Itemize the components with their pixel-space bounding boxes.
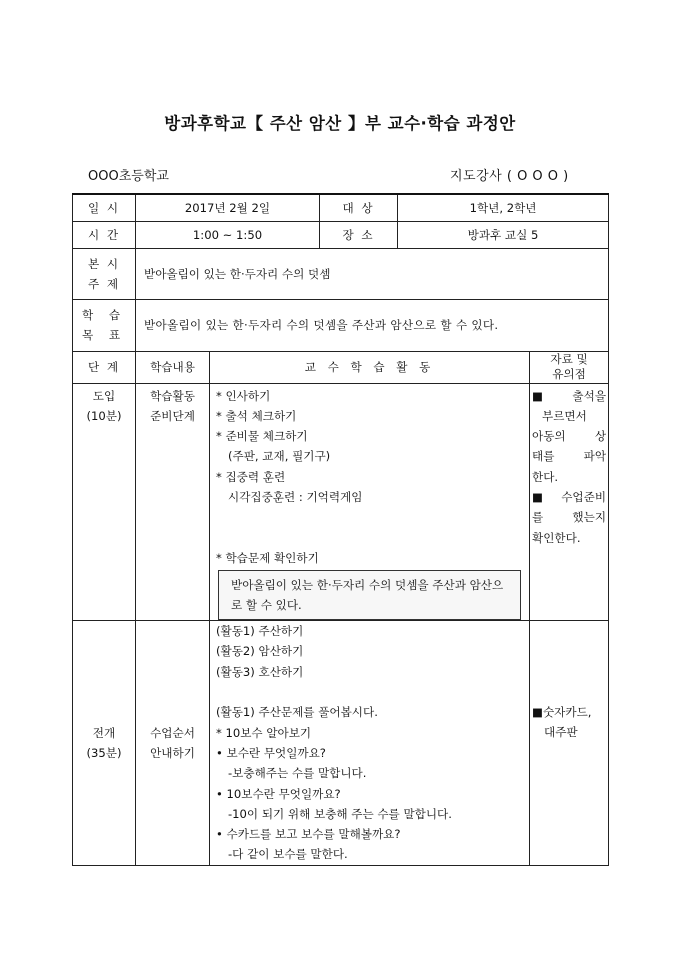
row-headers bbox=[73, 351, 609, 383]
intro-stage-line-2: (10분) bbox=[86, 408, 122, 423]
dev-stage bbox=[73, 621, 136, 866]
activity-line: (활동1) 주산하기 bbox=[216, 624, 304, 639]
activity-line: * 출석 체크하기 bbox=[216, 408, 297, 423]
activity-line: (활동3) 호산하기 bbox=[216, 664, 304, 679]
note-line: 부르면서 bbox=[542, 408, 587, 423]
header-notes-line-1: 자료 및 bbox=[550, 352, 588, 366]
header-content: 학습내용 bbox=[136, 351, 210, 383]
activity-line: 시각집중훈련 : 기억력게임 bbox=[228, 489, 363, 504]
spacer bbox=[216, 507, 529, 548]
activity-line: * 인사하기 bbox=[216, 388, 271, 403]
note-line: ■ 출석을 bbox=[532, 388, 607, 403]
topic-label-line-2: 주 제 bbox=[87, 276, 121, 291]
activity-line: (활동1) 주산문제를 풀어봅시다. bbox=[216, 705, 378, 720]
time-label: 시 간 bbox=[73, 221, 136, 248]
activity-line: * 집중력 훈련 bbox=[216, 469, 286, 484]
goal-label-line-2: 목 표 bbox=[81, 328, 127, 342]
topic-value: 받아올림이 있는 한·두자리 수의 덧셈 bbox=[136, 248, 609, 299]
note-line: ■숫자카드, bbox=[532, 705, 592, 720]
activity-line: • 보수란 무엇일까요? bbox=[216, 745, 326, 760]
dev-content-line-2: 안내하기 bbox=[150, 745, 195, 760]
header-activity: 교 수 학 습 활 동 bbox=[210, 351, 530, 383]
activity-line: (활동2) 암산하기 bbox=[216, 644, 304, 659]
note-line: ■ 수업준비 bbox=[532, 489, 607, 504]
activity-line: -다 같이 보수를 말한다. bbox=[228, 847, 348, 862]
time-value: 1:00 ~ 1:50 bbox=[136, 221, 320, 248]
date-value: 2017년 2월 2일 bbox=[136, 194, 320, 221]
note-line: 대주판 bbox=[544, 725, 578, 740]
lesson-plan-table bbox=[72, 193, 609, 866]
page-title: 방과후학교【 주산 암산 】부 교수·학습 과정안 bbox=[164, 114, 516, 133]
activity-line: • 수카드를 보고 보수를 말해볼까요? bbox=[216, 827, 401, 842]
intro-stage-line-1: 도입 bbox=[92, 388, 116, 403]
goal-label bbox=[73, 299, 136, 351]
note-line: 를 했는지 bbox=[532, 510, 607, 525]
note-line: 한다. bbox=[532, 469, 559, 484]
place-label: 장 소 bbox=[320, 221, 398, 248]
place-value: 방과후 교실 5 bbox=[398, 221, 609, 248]
target-label: 대 상 bbox=[320, 194, 398, 221]
activity-line: * 10보수 알아보기 bbox=[216, 725, 312, 740]
dev-content-line-1: 수업순서 bbox=[150, 725, 195, 740]
date-label: 일 시 bbox=[73, 194, 136, 221]
row-date bbox=[73, 194, 609, 221]
dev-notes bbox=[530, 621, 609, 866]
intro-content-line-2: 준비단계 bbox=[150, 408, 195, 423]
intro-stage bbox=[73, 383, 136, 621]
intro-activities bbox=[210, 383, 530, 621]
learning-goal-box: 받아올림이 있는 한·두자리 수의 덧셈을 주산과 암산으로 할 수 있다. bbox=[218, 570, 521, 620]
note-line: 아동의 상 bbox=[532, 429, 607, 444]
spacer bbox=[216, 682, 529, 702]
intro-content bbox=[136, 383, 210, 621]
activity-line: (주판, 교재, 필기구) bbox=[228, 449, 331, 464]
note-line: 태를 파악 bbox=[532, 449, 607, 464]
activity-line: * 학습문제 확인하기 bbox=[216, 550, 319, 565]
note-line: 확인한다. bbox=[532, 530, 581, 545]
row-intro bbox=[73, 383, 609, 621]
target-value: 1학년, 2학년 bbox=[398, 194, 609, 221]
header-stage: 단 계 bbox=[73, 351, 136, 383]
instructor-name: 지도강사 ( O O O ) bbox=[450, 169, 569, 184]
school-name: OOO초등학교 bbox=[88, 169, 169, 184]
dev-content bbox=[136, 621, 210, 866]
header-notes-line-2: 유의점 bbox=[552, 367, 586, 381]
goal-label-line-1: 학 습 bbox=[81, 308, 127, 322]
dev-stage-line-2: (35분) bbox=[86, 745, 122, 760]
topic-label bbox=[73, 248, 136, 299]
activity-line: • 10보수란 무엇일까요? bbox=[216, 786, 341, 801]
topic-label-line-1: 본 시 bbox=[87, 256, 121, 271]
row-goal bbox=[73, 299, 609, 351]
activity-line: -10이 되기 위해 보충해 주는 수를 말합니다. bbox=[228, 806, 452, 821]
intro-content-line-1: 학습활동 bbox=[150, 388, 195, 403]
row-time bbox=[73, 221, 609, 248]
dev-stage-line-1: 전개 bbox=[92, 725, 116, 740]
row-development bbox=[73, 621, 609, 866]
intro-notes bbox=[530, 383, 609, 621]
dev-activities bbox=[210, 621, 530, 866]
goal-value: 받아올림이 있는 한·두자리 수의 덧셈을 주산과 암산으로 할 수 있다. bbox=[136, 299, 609, 351]
row-topic bbox=[73, 248, 609, 299]
header-notes bbox=[530, 351, 609, 383]
activity-line: * 준비물 체크하기 bbox=[216, 429, 308, 444]
activity-line: -보충해주는 수를 말합니다. bbox=[228, 766, 367, 781]
